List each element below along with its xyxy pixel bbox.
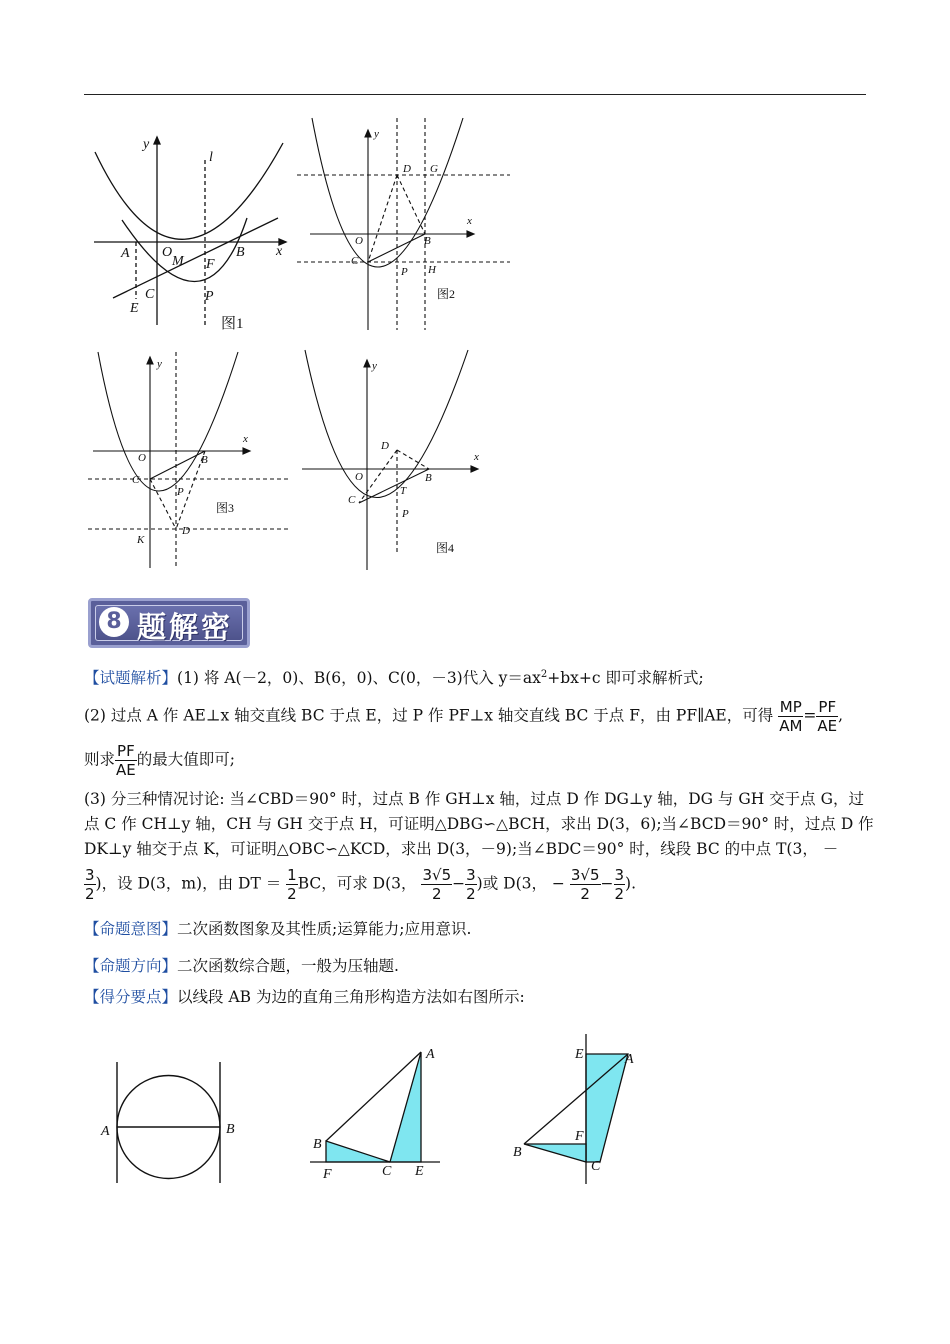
fig4-label-x: x: [474, 451, 479, 463]
fig2-label-P: P: [401, 266, 408, 278]
fig3-label-P: P: [177, 486, 184, 498]
fig1-label-E: E: [130, 301, 139, 316]
svg-text:C: C: [591, 1159, 601, 1174]
fraction-pf-ae: $\frac{PF}{AE}$: [817, 698, 838, 735]
fig4-label-P: P: [402, 508, 409, 520]
figure-3: [84, 348, 294, 573]
fig3-label-y: y: [157, 358, 162, 370]
figure-1: [84, 130, 299, 335]
analysis-line-5: 点 C 作 CH⊥y 轴，CH 与 GH 交于点 H，可证明△DBG∽△BCH，求出 D(3，6);当∠BCD＝90° 时，过点 D 作: [84, 815, 874, 833]
fig2-label-C: C: [351, 255, 359, 267]
fig1-label-B: B: [236, 245, 245, 260]
fig1-label-O: O: [162, 245, 173, 260]
fig2-label-D: D: [403, 163, 411, 175]
badge-title: 题解密: [137, 610, 234, 644]
fraction-pf-ae-2: $\frac{PF}{AE}$: [116, 742, 136, 779]
fig3-label-D: D: [182, 525, 190, 537]
analysis-line-3: 则求 $\frac{PF}{AE}$ 的最大值即可;: [84, 742, 235, 779]
section-badge: [88, 598, 250, 648]
fig4-label-C: C: [348, 494, 356, 506]
fig3-label-B: B: [201, 454, 208, 466]
fig4-caption: 图4: [436, 541, 455, 555]
analysis-line-2: (2) 过点 A 作 AE⊥x 轴交直线 BC 于点 E，过 P 作 PF⊥x 轴交直线 BC 于点 F，由 PF∥AE，可得 $\frac{MP}{AM}$ = $\frac{PF}{AE}$ ,: [84, 698, 844, 735]
fig1-label-y: y: [143, 137, 150, 152]
fig2-label-x: x: [467, 215, 472, 227]
analysis-label: 【试题解析】: [84, 669, 178, 687]
construction-right-triangle-3: [508, 1030, 648, 1190]
fig2-label-O: O: [355, 235, 363, 247]
fig2-caption: 图2: [437, 287, 456, 301]
fig2-label-H: H: [428, 264, 436, 276]
svg-text:B: B: [313, 1137, 322, 1152]
svg-text:F: F: [575, 1129, 584, 1144]
svg-text:F: F: [323, 1167, 332, 1182]
fig2-label-B: B: [424, 235, 431, 247]
fig4-label-y: y: [372, 360, 377, 372]
figure-4: [294, 345, 494, 575]
svg-text:A: A: [101, 1124, 110, 1139]
intent-line: 【命题意图】二次函数图象及其性质;运算能力;应用意识.: [84, 920, 472, 938]
fig4-label-O: O: [355, 471, 363, 483]
construction-circle: [95, 1055, 245, 1190]
fig4-label-T: T: [400, 485, 407, 497]
analysis-line-1: 【试题解析】(1) 将 A(－2，0)、B(6，0)、C(0，－3)代入 $y=ax^2+bx+c$ 即可求解析式;: [84, 669, 704, 687]
svg-text:A: A: [426, 1047, 435, 1062]
fig1-label-C: C: [145, 287, 155, 302]
fraction-mp-am: $\frac{MP}{AM}$: [779, 698, 803, 735]
svg-text:A: A: [625, 1052, 634, 1067]
fig1-label-x: x: [276, 244, 283, 259]
fig1-label-F: F: [206, 257, 215, 272]
analysis-line-4: (3) 分三种情况讨论: 当∠CBD＝90° 时，过点 B 作 GH⊥x 轴，过点 D 作 DG⊥y 轴，DG 与 GH 交于点 G，过: [84, 790, 864, 808]
svg-text:B: B: [513, 1145, 522, 1160]
svg-text:E: E: [415, 1164, 424, 1179]
points-line: 【得分要点】以线段 AB 为边的直角三角形构造方法如右图所示:: [84, 988, 525, 1006]
fig3-label-O: O: [138, 452, 146, 464]
fig3-label-K: K: [137, 534, 145, 546]
analysis-line-7: $\frac{3}{2}$ )，设 D(3，m)，由 DT ＝ $\frac{1}{2}$ BC，可求 D(3， $\frac{3√5}{2}$ − $\frac{3}{2}$ )或 D(3， − $\frac{3√5}{2}$ − $\frac{3}{2}$ ).: [85, 866, 637, 903]
svg-text:B: B: [226, 1122, 235, 1137]
fig1-caption: 图1: [221, 316, 244, 332]
construction-right-triangle-2: [305, 1040, 450, 1185]
fig1-label-l: l: [209, 150, 213, 165]
fig4-label-D: D: [381, 440, 389, 452]
svg-text:E: E: [575, 1047, 584, 1062]
fig1-label-M: M: [172, 254, 184, 269]
fig1-label-P: P: [205, 289, 214, 304]
fig3-label-x: x: [243, 433, 248, 445]
fig4-label-B: B: [425, 472, 432, 484]
header-rule: [84, 94, 866, 95]
fig2-label-G: G: [430, 163, 438, 175]
figure-2: [294, 115, 514, 335]
fig3-caption: 图3: [216, 501, 235, 515]
svg-text:C: C: [382, 1164, 392, 1179]
fig2-label-y: y: [374, 128, 379, 140]
fig3-label-C: C: [132, 474, 140, 486]
badge-number-icon: 8: [99, 607, 129, 637]
fig1-label-A: A: [121, 246, 130, 261]
direction-line: 【命题方向】二次函数综合题，一般为压轴题.: [84, 957, 399, 975]
analysis-line-6: DK⊥y 轴交于点 K，可证明△OBC∽△KCD，求出 D(3，－9);当∠BDC＝90° 时，线段 BC 的中点 T(3， －: [84, 840, 839, 858]
